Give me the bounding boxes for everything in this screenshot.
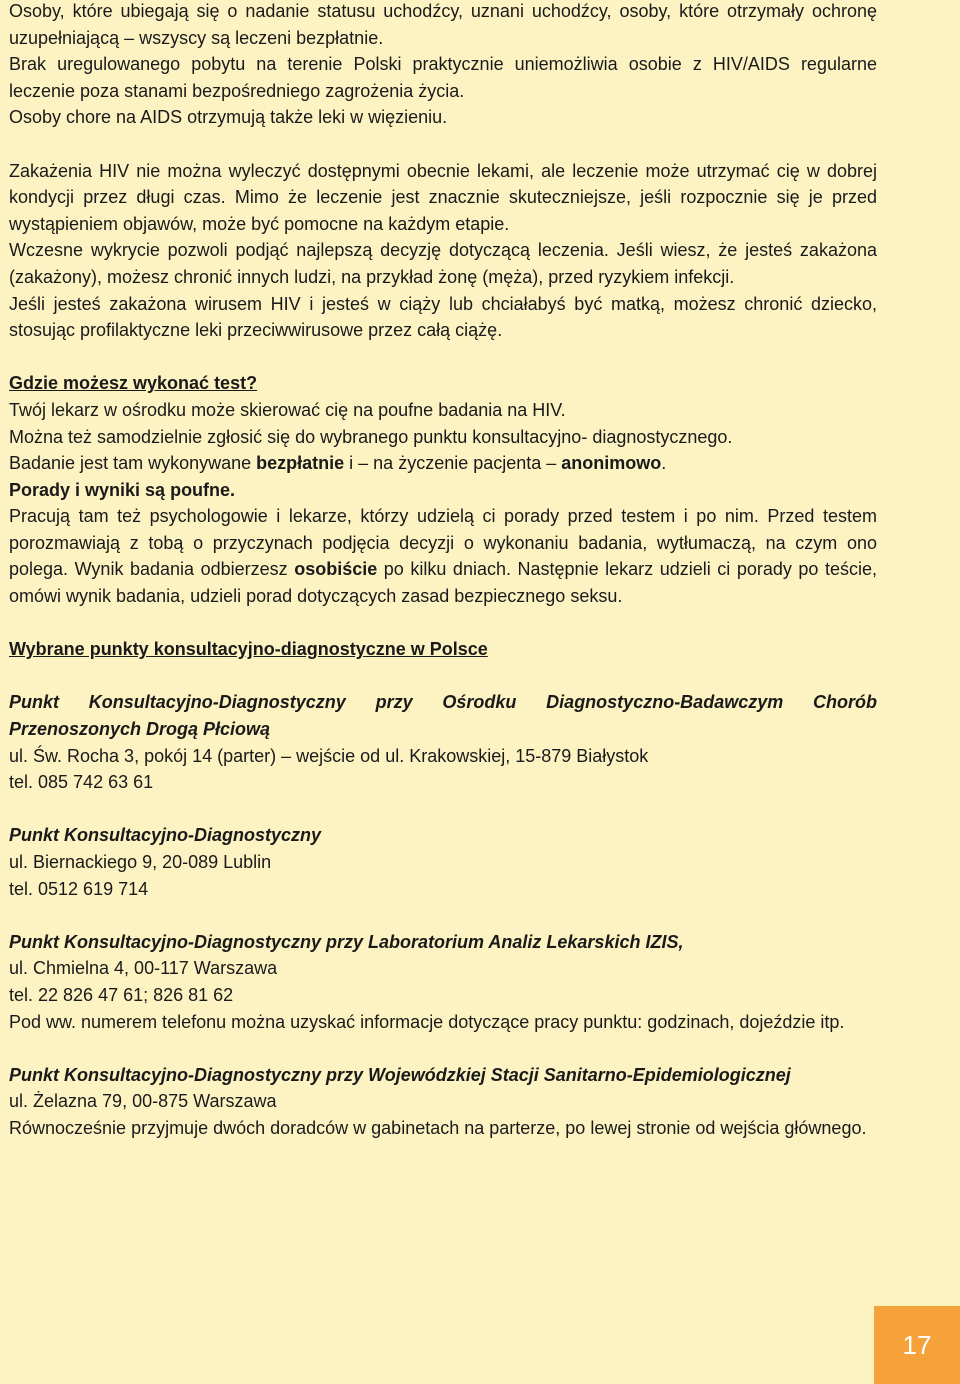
test-confidential: Porady i wyniki są poufne. bbox=[9, 479, 236, 500]
point-3-note: Pod ww. numerem telefonu można uzyskać informacje dotyczące pracy punktu: godzinach, dojeździe itp. bbox=[9, 1011, 845, 1032]
treatment-paragraph-3: Jeśli jesteś zakażona wirusem HIV i jesteś w ciąży lub chciałabyś być matką, możesz chronić dziecko, stosując profilaktyczne leki przeciwwirusowe przez całą ciążę. bbox=[9, 293, 877, 341]
test-doctor-referral: Twój lekarz w ośrodku może skierować cię na poufne badania na HIV. bbox=[9, 399, 566, 420]
intro-refugees: Osoby, które ubiegają się o nadanie statusu uchodźcy, uznani uchodźcy, osoby, które otrzymały ochronę uzupełniającą – wszyscy są leczeni bezpłatnie. bbox=[9, 1, 877, 48]
point-1-name: Punkt Konsultacyjno-Diagnostyczny przy Ośrodku Diagnostyczno-Badawczym Chorób Przenoszonych Drogą Płciową bbox=[9, 692, 877, 740]
point-1-address: ul. Św. Rocha 3, pokój 14 (parter) – wejście od ul. Krakowskiej, 15-879 Białystok bbox=[9, 745, 649, 766]
point-2-name: Punkt Konsultacyjno-Diagnostyczny bbox=[9, 825, 322, 846]
point-4-name: Punkt Konsultacyjno-Diagnostyczny przy Wojewódzkiej Stacji Sanitarno-Epidemiologicznej bbox=[9, 1064, 791, 1085]
test-heading: Gdzie możesz wykonać test? bbox=[9, 373, 258, 394]
test-self-referral: Można też samodzielnie zgłosić się do wybranego punktu konsultacyjno- diagnostycznego. bbox=[9, 426, 733, 447]
page-number: 17 bbox=[874, 1306, 960, 1384]
intro-prison: Osoby chore na AIDS otrzymują także leki w więzieniu. bbox=[9, 107, 448, 128]
treatment-paragraph-2: Wczesne wykrycie pozwoli podjąć najlepszą decyzję dotyczącą leczenia. Jeśli wiesz, że jesteś zakażona (zakażony), możesz chronić innych ludzi, na przykład żonę (męża), przed ryzykiem infekcji. bbox=[9, 240, 877, 287]
point-2-phone: tel. 0512 619 714 bbox=[9, 878, 149, 899]
point-1-phone: tel. 085 742 63 61 bbox=[9, 772, 154, 793]
treatment-paragraph-1: Zakażenia HIV nie można wyleczyć dostępnymi obecnie lekami, ale leczenie może utrzymać cię w dobrej kondycji przez długi czas. Mimo że leczenie jest znacznie skuteczniejsze, jeśli rozpocznie się je przed wystąpieniem objawów, może być pomocne na każdym etapie. bbox=[9, 160, 877, 234]
point-3-name: Punkt Konsultacyjno-Diagnostyczny przy Laboratorium Analiz Lekarskich IZIS, bbox=[9, 931, 684, 952]
test-counseling-paragraph: Pracują tam też psychologowie i lekarze, którzy udzielą ci porady przed testem i po nim. Przed testem porozmawiają z tobą o przyczynach podjęcia decyzji o wykonaniu badania, wytłumaczą, na czym ono polega. Wynik badania odbierzesz osobiście po kilku dniach. Następnie lekarz udzieli ci porady po teście, omówi wynik badania, udzieli porad dotyczących zasad bezpiecznego seksu. bbox=[9, 506, 878, 607]
point-2-address: ul. Biernackiego 9, 20-089 Lublin bbox=[9, 852, 272, 872]
test-free-anonymous: Badanie jest tam wykonywane bezpłatnie i – na życzenie pacjenta – anonimowo. bbox=[9, 453, 667, 474]
point-3-phone: tel. 22 826 47 61; 826 81 62 bbox=[9, 984, 234, 1005]
point-4-note: Równocześnie przyjmuje dwóch doradców w gabinetach na parterze, po lewej stronie od wejścia głównego. bbox=[9, 1117, 867, 1138]
point-3-address: ul. Chmielna 4, 00-117 Warszawa bbox=[9, 958, 278, 979]
point-4-address: ul. Żelazna 79, 00-875 Warszawa bbox=[9, 1091, 277, 1112]
intro-unregulated-stay: Brak uregulowanego pobytu na terenie Polski praktycznie uniemożliwia osobie z HIV/AIDS regularne leczenie poza stanami bezpośredniego zagrożenia życia. bbox=[9, 54, 877, 101]
points-heading: Wybrane punkty konsultacyjno-diagnostyczne w Polsce bbox=[9, 639, 488, 660]
page-content bbox=[9, 0, 877, 1142]
